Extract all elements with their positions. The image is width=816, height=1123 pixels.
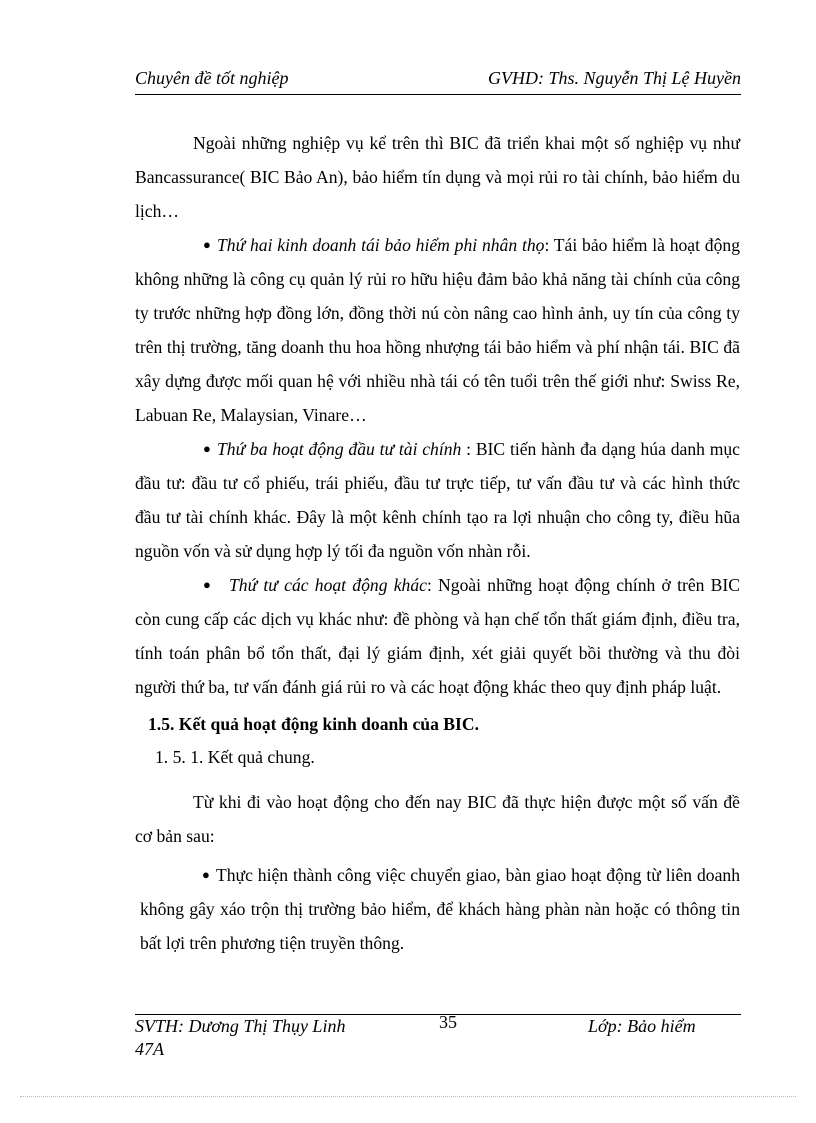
- paragraph-other: [135, 568, 740, 704]
- subsection-heading: 1. 5. 1. Kết quả chung.: [155, 747, 315, 767]
- bullet-text: : Tái bảo hiểm là hoạt động không những là công cụ quản lý rủi ro hữu hiệu đảm bảo khả năng tài chính của công ty trước những hợp đồng lớn, đồng thời nú còn nâng cao hình ảnh, uy tín của công ty trên thị trường, tăng doanh thu hoa hồng nhượng tái bảo hiểm và phí nhận tái. BIC đã xây dựng được mối quan hệ với nhiều nhà tái có tên tuổi trên thế giới như: Swiss Re, Labuan Re, Malaysian, Vinare…: [135, 235, 740, 425]
- footer-class-code: 47A: [135, 1039, 164, 1059]
- bullet-icon: ●: [203, 237, 211, 252]
- bullet-title: Thứ tư các hoạt động khác: [229, 575, 427, 595]
- bullet-icon: ●: [203, 441, 211, 456]
- bullet-text: : BIC tiến hành đa dạng húa danh mục đầu tư: đầu tư cổ phiếu, trái phiếu, đầu tư trực tiếp, tư vấn đầu tư và các hình thức đầu tư tài chính khác. Đây là một kênh chính tạo ra lợi nhuận cho công ty, điều hũa nguồn vốn và sử dụng hợp lý tối đa nguồn vốn nhàn rỗi.: [135, 439, 740, 561]
- footer-student: SVTH: Dương Thị Thụy Linh: [135, 1016, 346, 1036]
- bullet-icon: ●: [202, 867, 210, 882]
- paragraph-1: Ngoài những nghiệp vụ kể trên thì BIC đã triển khai một số nghiệp vụ như Bancassurance( BIC Bảo An), bảo hiểm tín dụng và mọi rủi ro tài chính, bảo hiểm du lịch…: [135, 133, 740, 221]
- body-text: [135, 126, 740, 704]
- bullet-title: Thứ ba hoạt động đầu tư tài chính: [217, 439, 462, 459]
- paragraph-investment: [135, 432, 740, 568]
- footer-divider: [135, 1014, 741, 1015]
- header-left: Chuyên đề tốt nghiệp: [135, 68, 289, 88]
- footer-class: Lớp: Bảo hiểm: [588, 1016, 696, 1036]
- bullet-text: : Ngoài những hoạt động chính ở trên BIC còn cung cấp các dịch vụ khác như: đề phòng và hạn chế tổn thất giám định, điều tra, tính toán phân bổ tổn thất, đại lý giám định, xét giải quyết bồi thường và thu đòi người thứ ba, tư vấn đánh giá rủi ro và các hoạt động khác theo quy định pháp luật.: [135, 575, 740, 697]
- page-header: [135, 68, 741, 95]
- section-heading: 1.5. Kết quả hoạt động kinh doanh của BIC.: [148, 714, 479, 734]
- bullet-title: Thứ hai kinh doanh tái bảo hiểm phi nhân thọ: [217, 235, 545, 255]
- paragraph-results: Từ khi đi vào hoạt động cho đến nay BIC đã thực hiện được một số vấn đề cơ bản sau:: [135, 792, 740, 846]
- bullet-icon: ●: [203, 577, 211, 592]
- header-right: GVHD: Ths. Nguyễn Thị Lệ Huyền: [488, 68, 741, 88]
- paragraph-transfer: [140, 858, 740, 960]
- bullet-text: Thực hiện thành công việc chuyển giao, bàn giao hoạt động từ liên doanh không gây xáo trộn thị trường bảo hiểm, để khách hàng phàn nàn hoặc có thông tin bất lợi trên phương tiện truyền thông.: [140, 865, 740, 953]
- page-number: 35: [439, 1012, 457, 1032]
- paragraph-reinsurance: [135, 228, 740, 432]
- page-boundary: [20, 1096, 796, 1097]
